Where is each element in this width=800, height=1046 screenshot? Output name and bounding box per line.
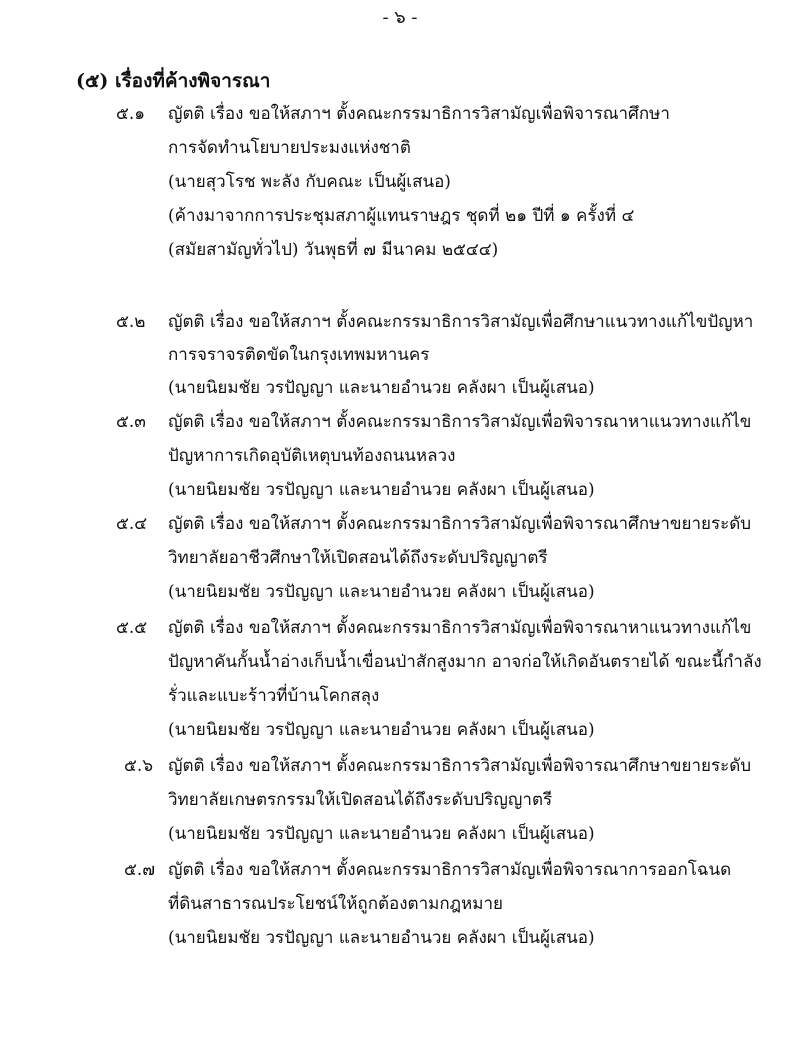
item-text-line: ปัญหาคันกั้นน้ำอ่างเก็บน้ำเขื่อนป่าสักสูงมาก อาจก่อให้เกิดอันตรายได้ ขณะนี้กำลัง xyxy=(168,652,762,672)
item-text-line: (นายนิยมชัย วรปัญญา และนายอำนวย คลังผา เป็นผู้เสนอ) xyxy=(168,928,595,948)
item-text-line: รั่วและแบะร้าวที่บ้านโคกสลุง xyxy=(168,686,380,706)
item-number: ๕.๓ xyxy=(116,412,146,432)
item-number: ๕.๑ xyxy=(116,104,146,124)
item-text-line: ที่ดินสาธารณประโยชน์ให้ถูกต้องตามกฎหมาย xyxy=(168,894,503,914)
item-text-line: (นายนิยมชัย วรปัญญา และนายอำนวย คลังผา เป็นผู้เสนอ) xyxy=(168,378,595,398)
item-text-line: ญัตติ เรื่อง ขอให้สภาฯ ตั้งคณะกรรมาธิการวิสามัญเพื่อพิจารณาหาแนวทางแก้ไข xyxy=(168,618,752,638)
item-text-line: (นายนิยมชัย วรปัญญา และนายอำนวย คลังผา เป็นผู้เสนอ) xyxy=(168,582,595,602)
item-number: ๕.๔ xyxy=(116,514,148,534)
item-text-line: วิทยาลัยเกษตรกรรมให้เปิดสอนได้ถึงระดับปริญญาตรี xyxy=(168,790,553,810)
item-text-line: (นายนิยมชัย วรปัญญา และนายอำนวย คลังผา เป็นผู้เสนอ) xyxy=(168,720,595,740)
item-text-line: ญัตติ เรื่อง ขอให้สภาฯ ตั้งคณะกรรมาธิการวิสามัญเพื่อพิจารณาศึกษา xyxy=(168,104,670,124)
item-text-line: ญัตติ เรื่อง ขอให้สภาฯ ตั้งคณะกรรมาธิการวิสามัญเพื่อพิจารณาศึกษาขยายระดับ xyxy=(168,756,752,776)
item-text-line: ญัตติ เรื่อง ขอให้สภาฯ ตั้งคณะกรรมาธิการวิสามัญเพื่อพิจารณาหาแนวทางแก้ไข xyxy=(168,412,752,432)
item-text-line: ญัตติ เรื่อง ขอให้สภาฯ ตั้งคณะกรรมาธิการวิสามัญเพื่อศึกษาแนวทางแก้ไขปัญหา xyxy=(168,312,754,332)
section-heading: (๕) เรื่องที่ค้างพิจารณา xyxy=(76,70,271,92)
item-number: ๕.๕ xyxy=(116,618,148,638)
item-number: ๕.๗ xyxy=(124,860,156,880)
item-text-line: วิทยาลัยอาชีวศึกษาให้เปิดสอนได้ถึงระดับปริญญาตรี xyxy=(168,548,548,568)
item-text-line: ญัตติ เรื่อง ขอให้สภาฯ ตั้งคณะกรรมาธิการวิสามัญเพื่อพิจารณาการออกโฉนด xyxy=(168,860,732,880)
item-text-line: (นายนิยมชัย วรปัญญา และนายอำนวย คลังผา เป็นผู้เสนอ) xyxy=(168,480,595,500)
item-text-line: การจัดทำนโยบายประมงแห่งชาติ xyxy=(168,138,411,158)
item-text-line: การจราจรติดขัดในกรุงเทพมหานคร xyxy=(168,345,430,365)
item-number: ๕.๒ xyxy=(116,312,146,332)
item-number: ๕.๖ xyxy=(124,756,154,776)
item-text-line: (ค้างมาจากการประชุมสภาผู้แทนราษฎร ชุดที่ ๒๑ ปีที่ ๑ ครั้งที่ ๔ xyxy=(168,206,635,226)
item-text-line: (นายสุวโรช พะลัง กับคณะ เป็นผู้เสนอ) xyxy=(168,172,451,192)
item-text-line: (นายนิยมชัย วรปัญญา และนายอำนวย คลังผา เป็นผู้เสนอ) xyxy=(168,824,595,844)
page-number: - ๖ - xyxy=(382,7,418,28)
item-text-line: (สมัยสามัญทั่วไป) วันพุธที่ ๗ มีนาคม ๒๕๔๔) xyxy=(168,240,499,260)
item-text-line: ปัญหาการเกิดอุบัติเหตุบนท้องถนนหลวง xyxy=(168,446,456,466)
item-text-line: ญัตติ เรื่อง ขอให้สภาฯ ตั้งคณะกรรมาธิการวิสามัญเพื่อพิจารณาศึกษาขยายระดับ xyxy=(168,514,752,534)
